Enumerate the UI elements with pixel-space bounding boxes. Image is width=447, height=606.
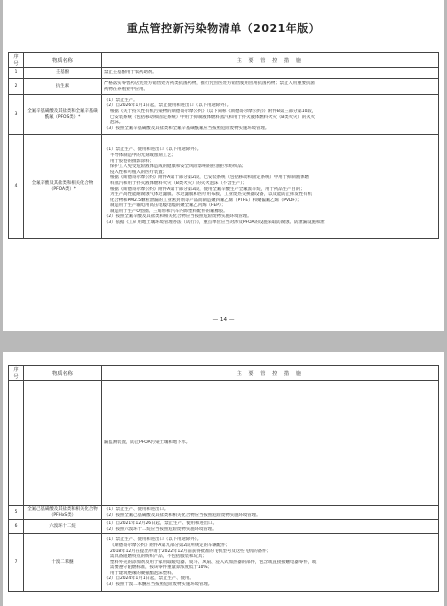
document-title: 重点管控新污染物清单（2021年版）	[126, 22, 321, 35]
document-page-2	[3, 352, 444, 606]
measure-line: 漏监测装置，防止PFOA污染土壤和地下水。	[104, 440, 191, 446]
control-measures	[102, 135, 439, 239]
table-row	[9, 534, 439, 592]
row-number: 7	[9, 534, 24, 592]
table-body	[9, 68, 439, 239]
control-measures	[102, 95, 439, 135]
measure-line: （3）依据《工矿用地土壤环境管理办法（试行）》，重点单位应当对涉及PFOA的设施采取防腐蚀、防泄漏设施和泄	[104, 220, 325, 226]
measure-line: 化合物和PM2.5颗粒泄漏的工业密封剂等产品而制造聚四氟乙烯（PTFE）和聚偏氟乙烯（PVDF）；	[110, 197, 302, 203]
measure-line: 料蒸汽和用于扑灭液体燃料火灾（B类火灾）的灭火泡沫（不含生产）；	[110, 180, 247, 186]
row-number: 4	[9, 135, 24, 239]
table-row	[9, 520, 439, 534]
measure-line: （1）禁止生产、使用和进出口（以下用途除外）。	[104, 147, 202, 153]
substance-name: 十溴二苯醚	[24, 534, 102, 592]
table-row	[9, 135, 439, 239]
row-number: 3	[9, 95, 24, 135]
header-name: 物质名称	[24, 53, 102, 68]
measure-line: 已安装系统（包括移动和固定系统）中用于抑制液体燃料蒸汽和用于扑灭液体燃料火灾（B类火灾）的灭火	[110, 114, 315, 120]
substance-name: 壬基酚	[24, 68, 102, 79]
measure-line: （1）禁止生产、使用和进出口（以下用途除外）。	[104, 537, 202, 543]
measure-line: 需要遵守阻燃标准，按该零件重量算浓度低于10%；	[110, 565, 212, 571]
header-measures: 主 要 管 控 措 施	[102, 53, 439, 68]
measure-line: 根据《斯德哥尔摩公约》附件A第十部分第2段，已安装系统（包括移动和固定系统）中用于抑制液体燃	[110, 175, 309, 181]
substance-name: 抗生素	[24, 79, 102, 95]
measure-line: 药物在养殖业中应用。	[104, 86, 148, 92]
table-header-row	[9, 366, 439, 381]
substance-name: 全氟辛基磺酸及其盐类和全氟辛基磺酰氟（PFOS类）*	[24, 95, 102, 135]
measure-line: 制造用于生产O型圈、三角带和汽车内饰塑料配件的氟橡胶。	[110, 208, 228, 214]
header-measures: 主 要 管 控 措 施	[102, 366, 439, 381]
row-number: 2	[9, 79, 24, 95]
measure-line: 塑料外壳的添加剂及用于家用取暖电器、熨斗、风扇、浸入式加热器的部件，包含或直接接触电器零件，或	[110, 559, 317, 565]
header-no: 序号	[9, 53, 24, 68]
control-measures	[102, 79, 439, 95]
control-measures	[102, 68, 439, 79]
measure-line: 《斯德哥尔摩公约》附件A第九部分第2段所规定的车辆配件；	[110, 542, 230, 548]
measure-line: （2）按照全氟己基磺酸及其盐类和相关化合物应当按照危险废物实施环境管理。	[104, 512, 261, 518]
table-row	[9, 79, 439, 95]
substance-name: 全氟己基磺酸及其盐类和相关化合物（PFHxS类）	[24, 506, 102, 520]
measure-line: （1）禁止生产。	[104, 97, 138, 103]
measure-line: 制造用于生产输电用高压电缆电缆的聚全氟乙丙烯（FEP）；	[110, 203, 226, 209]
measure-line: 需具备阻燃特点的纺织产品，不包括服装和玩具；	[110, 554, 207, 560]
control-measures	[102, 381, 439, 506]
table-row	[9, 381, 439, 506]
document-page-1	[3, 0, 444, 331]
control-measures	[102, 534, 439, 592]
measure-line: （2）自2024年1月1日起，禁止生产、使用。	[104, 576, 194, 582]
measure-line: （3）按照全氟辛基磺酸及其盐类和全氟辛基磺酰氟应当按照危险废物实施环境管理。	[104, 125, 270, 131]
measure-line: （2）自2026年1月1日起，禁止使用和进出口（以下用途除外）。	[104, 103, 232, 109]
measure-line: 严格落实零售药店凭处方销售处方药类抗菌药物，推行凭兽医处方销售使用兽用抗菌药物；禁止人用重要抗菌	[104, 80, 315, 86]
measure-line: 用于胶卷的摄影涂料；	[110, 158, 154, 164]
row-number	[9, 381, 24, 506]
measure-line: 泡沫。	[110, 120, 124, 126]
substance-name: 全氟辛酸及其盐类和相关化合物（PFOA类）*	[24, 135, 102, 239]
measure-line: 根据《关于持久性有机污染物的斯德哥尔摩公约》（以下简称《斯德哥尔摩公约》）附件B第三部分第10段，	[110, 108, 317, 114]
measure-line: 根据《斯德哥尔摩公约》附件A第十部分第3段，使用全氟辛酸生产全氟溴辛烷，用于药品生产目的；	[110, 186, 305, 192]
measure-line: 保护工人免受危险液体造成的健康和安全风险影响的拒油拒水纺织品；	[110, 164, 247, 170]
pollutant-table-page-2	[8, 365, 439, 592]
measure-line: 侵入性和可植入的医疗装置；	[110, 169, 168, 175]
measure-line: 半导体制造中的光刻或蚀刻工艺；	[110, 152, 176, 158]
page-number: — 14 —	[212, 317, 235, 323]
measure-line: 用于建筑绝缘的聚氨酯泡沫塑料。	[110, 570, 176, 576]
measure-line: 禁止壬基酚用于农药助剂。	[104, 70, 157, 76]
substance-name: 六溴环十二烷	[24, 520, 102, 534]
row-number: 6	[9, 520, 24, 534]
header-name: 物质名称	[24, 366, 102, 381]
measure-line: 2018年12月在提出申请于2022年12月前获得批准的飞机型号及这些飞机的备件；	[110, 548, 271, 554]
control-measures	[102, 520, 439, 534]
row-number: 1	[9, 68, 24, 79]
substance-name	[24, 381, 102, 506]
measure-line: （2）按照全氟辛酸及其盐类和相关化合物应当按照危险废物实施环境管理。	[104, 214, 252, 220]
control-measures	[102, 506, 439, 520]
table-row	[9, 95, 439, 135]
table-row	[9, 506, 439, 520]
measure-line: （1）自2021年12月26日起，禁止生产、使用和进出口。	[104, 520, 217, 526]
measure-line: 为生产高性能耐腐蚀气体过滤膜、水过滤膜和医疗用布膜，工业废热交换器设备，以及能防止挥发性有机	[110, 192, 312, 198]
table-body	[9, 381, 439, 592]
measure-line: （3）按照十溴二苯醚应当按照危险废物实施环境管理。	[104, 582, 213, 588]
table-header-row	[9, 53, 439, 68]
measure-line: （2）按照六溴环十二烷应当按照危险废物实施环境管理。	[104, 526, 217, 532]
header-no: 序号	[9, 366, 24, 381]
pollutant-table-page-1	[8, 52, 439, 239]
measure-line: （1）禁止生产、使用和进出口。	[104, 506, 169, 512]
table-row	[9, 68, 439, 79]
row-number: 5	[9, 506, 24, 520]
